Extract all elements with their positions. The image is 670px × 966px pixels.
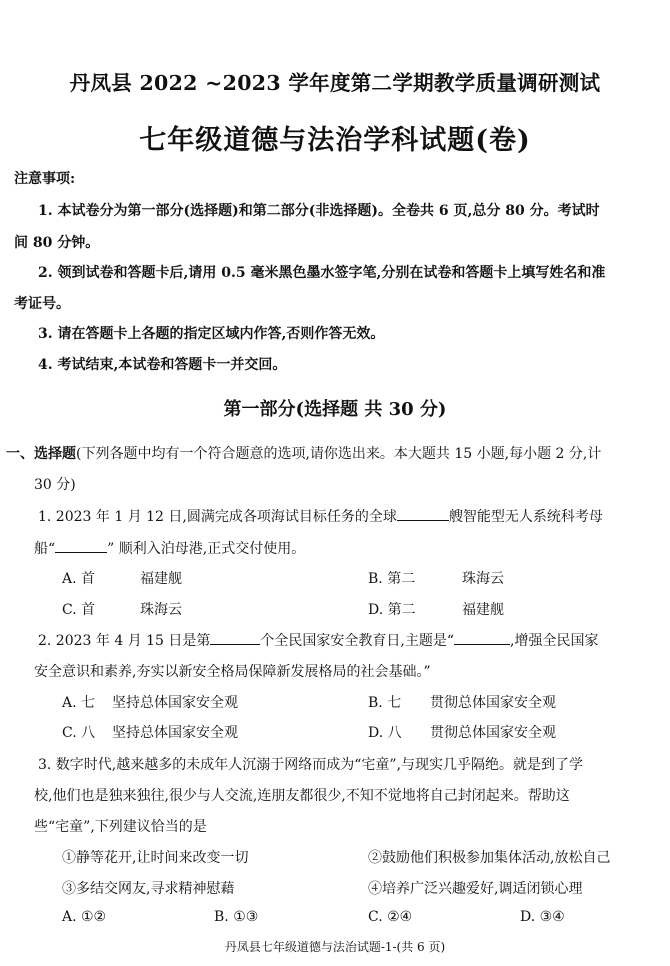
q1-option-c: C. 首 珠海云 — [62, 602, 182, 618]
q3-choice-1: ①静等花开,让时间来改变一切 — [62, 850, 249, 866]
note-2-line-1: 2. 领到试卷和答题卡后,请用 0.5 毫米黑色墨水签字笔,分别在试卷和答题卡上填写姓名和准 — [38, 265, 606, 281]
q2-text-a1: 2. 2023 年 4 月 15 日是第 — [38, 633, 211, 649]
q3-choice-3: ③多结交网友,寻求精神慰藉 — [62, 881, 235, 897]
question-3-stem-line-2: 校,他们也是独来独往,很少与人交流,连朋友都很少,不知不觉地将自己封闭起来。帮助这 — [34, 788, 570, 804]
q1-blank-1 — [397, 519, 449, 521]
question-3-stem-line-1: 3. 数字时代,越来越多的未成年人沉溺于网络而成为“宅童”,与现实几乎隔绝。就是到了学 — [38, 757, 584, 773]
section-instructions: (下列各题中均有一个符合题意的选项,请你选出来。本大题共 15 小题,每小题 2 分,计 — [76, 446, 602, 462]
q1-text-b1: 船“ — [34, 541, 56, 557]
q1-option-b: B. 第二 珠海云 — [368, 571, 504, 587]
note-1-line-2: 间 80 分钟。 — [14, 235, 100, 251]
q1-text-b2: ” 顺利入泊母港,正式交付使用。 — [107, 541, 306, 557]
q1-option-d: D. 第二 福建舰 — [368, 602, 504, 618]
exam-subtitle: 七年级道德与法治学科试题(卷) — [139, 125, 531, 156]
q1-text-a2: 艘智能型无人系统科考母 — [448, 509, 603, 525]
q2-blank-1 — [210, 643, 260, 645]
q2-option-b: B. 七 贯彻总体国家安全观 — [368, 695, 556, 711]
q3-option-a: A. ①② — [62, 909, 107, 925]
question-2-stem-line-2: 安全意识和素养,夯实以新安全格局保障新发展格局的社会基础。” — [34, 664, 431, 680]
q3-option-b: B. ①③ — [214, 909, 259, 925]
q2-blank-2 — [454, 643, 510, 645]
section-intro — [6, 443, 601, 463]
q2-option-d: D. 八 贯彻总体国家安全观 — [368, 725, 556, 741]
question-1-stem-line-1 — [38, 506, 603, 526]
note-1-line-1: 1. 本试卷分为第一部分(选择题)和第二部分(非选择题)。全卷共 6 页,总分 80 分。考试时 — [38, 203, 600, 219]
note-4: 4. 考试结束,本试卷和答题卡一并交回。 — [38, 357, 287, 373]
question-3-stem-line-3: 些“宅童”,下列建议恰当的是 — [34, 819, 207, 835]
q1-option-a: A. 首 福建舰 — [62, 571, 182, 587]
q3-option-d: D. ③④ — [520, 909, 565, 925]
note-3: 3. 请在答题卡上各题的指定区域内作答,否则作答无效。 — [38, 326, 385, 342]
note-2-line-2: 考证号。 — [14, 296, 70, 312]
q3-choice-2: ②鼓励他们积极参加集体活动,放松自己 — [368, 850, 611, 866]
q2-option-c: C. 八 坚持总体国家安全观 — [62, 725, 238, 741]
q1-blank-2 — [55, 551, 107, 553]
page-footer: 丹凤县七年级道德与法治试题-1-(共 6 页) — [224, 940, 446, 954]
part-one-title: 第一部分(选择题 共 30 分) — [223, 399, 447, 420]
q2-text-a3: ,增强全民国家 — [510, 633, 599, 649]
q3-option-c: C. ②④ — [368, 909, 413, 925]
q1-text-a1: 1. 2023 年 1 月 12 日,圆满完成各项海试目标任务的全球 — [38, 509, 397, 525]
question-2-stem-line-1 — [38, 630, 598, 650]
q2-option-a: A. 七 坚持总体国家安全观 — [62, 695, 238, 711]
question-1-stem-line-2 — [34, 538, 305, 558]
section-instructions-cont: 30 分) — [34, 477, 76, 493]
q2-text-a2: 个全民国家安全教育日,主题是“ — [260, 633, 455, 649]
q3-choice-4: ④培养广泛兴趣爱好,调适闭锁心理 — [368, 881, 583, 897]
exam-title: 丹凤县 2022 ~2023 学年度第二学期教学质量调研测试 — [69, 71, 601, 95]
section-label: 一、选择题 — [6, 446, 76, 462]
notes-heading: 注意事项: — [14, 171, 76, 187]
